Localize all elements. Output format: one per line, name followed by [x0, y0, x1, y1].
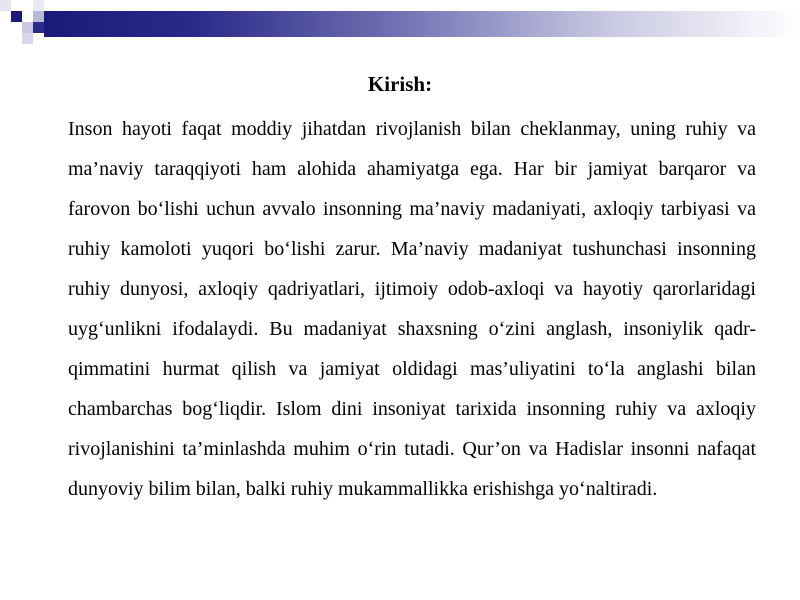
decorative-square — [11, 22, 22, 33]
decorative-square — [33, 0, 44, 11]
slide-title: Kirish: — [367, 72, 433, 96]
decorative-square — [33, 33, 44, 44]
decorative-square — [33, 11, 44, 22]
decorative-square — [11, 11, 22, 22]
decorative-square — [22, 22, 33, 33]
header-gradient-bar — [44, 11, 800, 37]
decorative-square — [0, 0, 11, 11]
decorative-square — [22, 11, 33, 22]
decorative-square — [22, 33, 33, 44]
decorative-square — [33, 22, 44, 33]
slide-body-text: Inson hayoti faqat moddiy jihatdan rivojlanish bilan cheklanmay, uning ruhiy va ma’naviy taraqqiyoti ham alohida ahamiyatga ega. Har bir jamiyat barqaror va farovon bo‘lishi uchun avvalo insonning ma’naviy madaniyati, axloqiy tarbiyasi va ruhiy kamoloti yuqori bo‘lishi zarur. Ma’naviy madaniyat tushunchasi insonning ruhiy dunyosi, axloqiy qadriyatlari, ijtimoiy odob-axloqi va hayotiy qarorlaridagi uyg‘unlikni ifodalaydi. Bu madaniyat shaxsning o‘zini anglash, insoniylik qadr-qimmatini hurmat qilish va jamiyat oldidagi mas’uliyatini to‘la anglashi bilan chambarchas bog‘liqdir. Islom dini insoniyat tarixida insonning ruhiy va axloqiy rivojlanishini ta’minlashda muhim o‘rin tutadi. Qur’on va Hadislar insonni nafaqat dunyoviy bilim bilan, balki ruhiy mukammallikka erishishga yo‘naltiradi. — [68, 118, 756, 500]
